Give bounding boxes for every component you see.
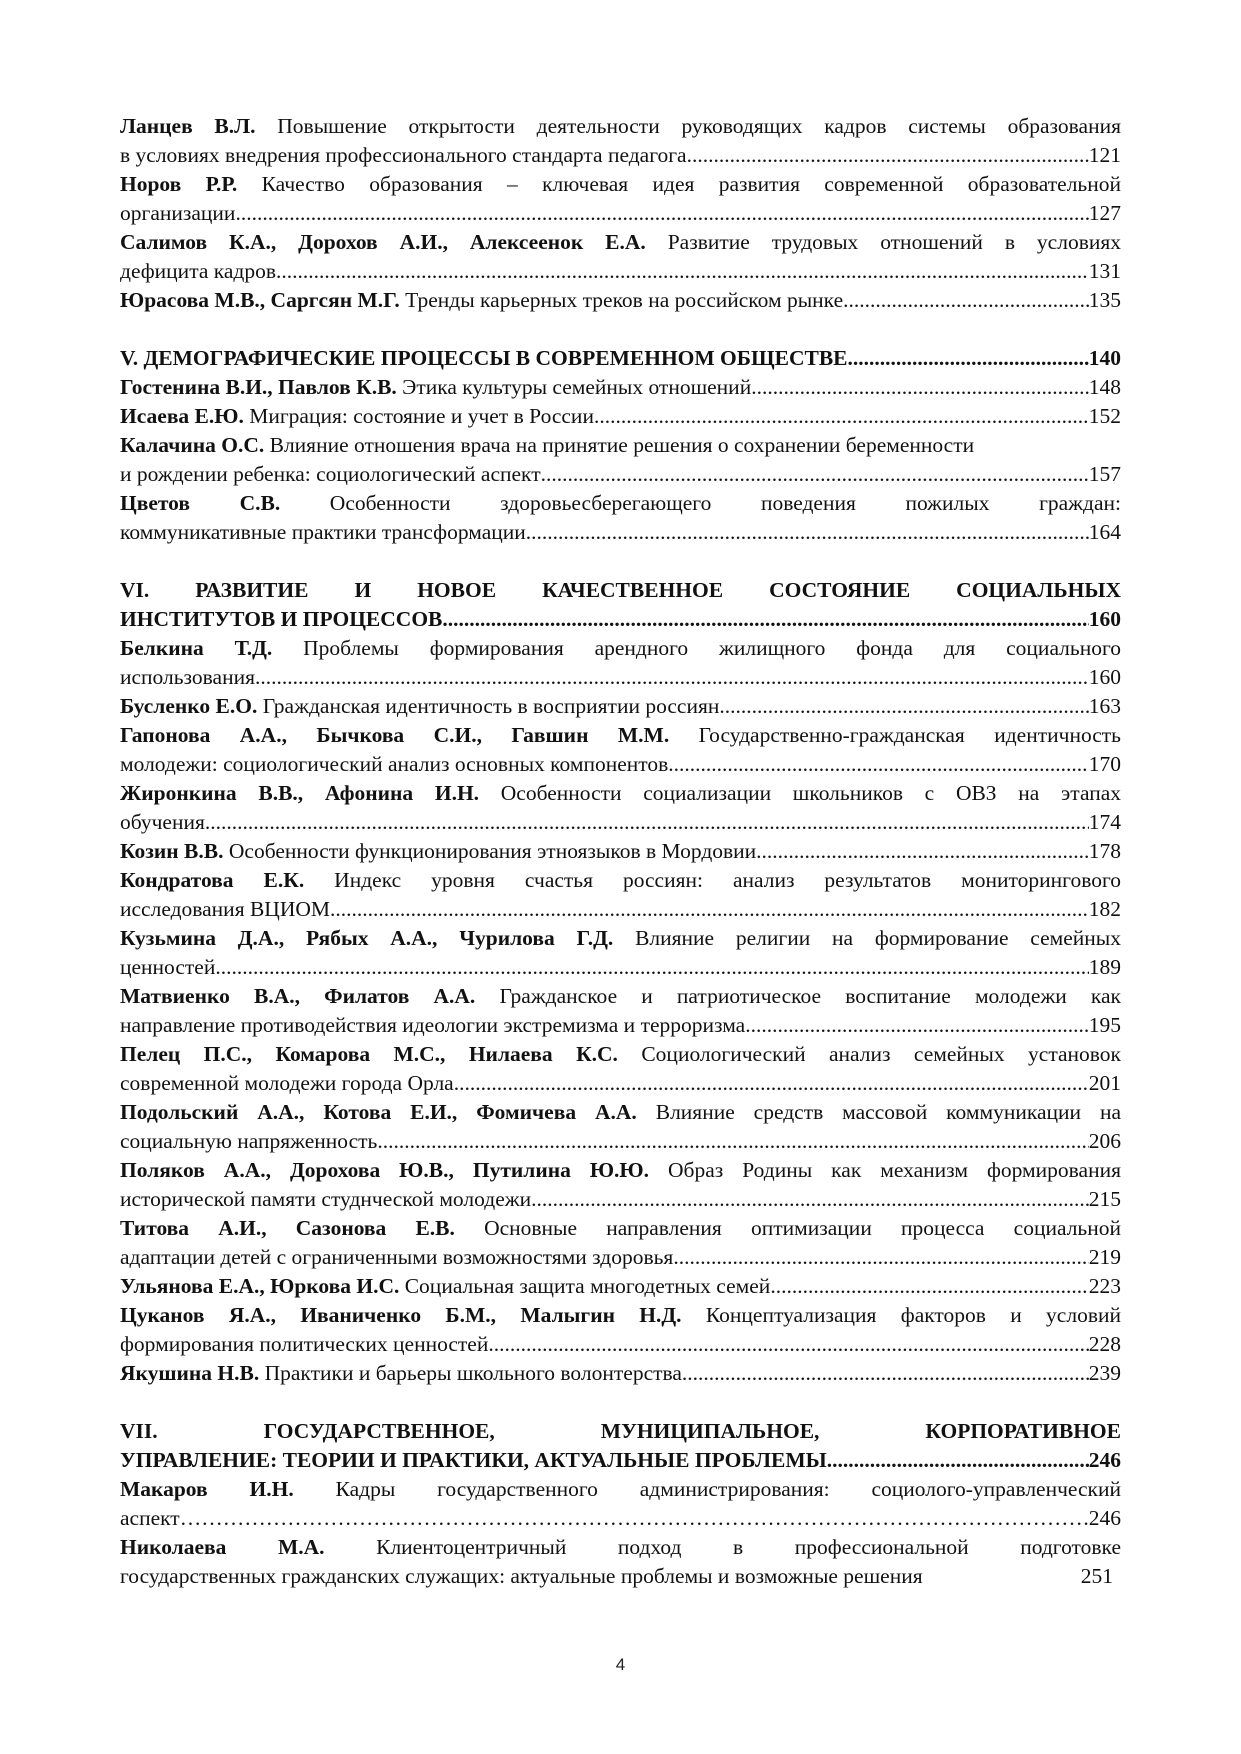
toc-entry-line (120, 431, 1121, 460)
toc-entry-line (120, 808, 1121, 837)
dot-leader (756, 837, 1089, 866)
toc-page-number: 163 (1088, 694, 1121, 718)
toc-entry-line (120, 634, 1121, 663)
toc-entry-line (120, 199, 1121, 228)
toc-entry (120, 1098, 1121, 1156)
section-heading-line (120, 344, 1121, 373)
toc-title: Развитие трудовых отношений в условиях (645, 230, 1121, 254)
toc-title: Тренды карьерных треков на российском рынке (399, 288, 844, 312)
toc-title: Концептуализация факторов и условий (681, 1303, 1121, 1327)
toc-authors: Жиронкина В.В., Афонина И.Н. (120, 781, 480, 805)
toc-title-cont: организации (120, 201, 236, 225)
toc-entry (120, 286, 1121, 315)
toc-entry-line (120, 1475, 1121, 1504)
toc-title: Социологический анализ семейных установок (617, 1042, 1121, 1066)
toc-title-cont: исследования ВЦИОМ (120, 897, 330, 921)
dot-leader (751, 373, 1089, 402)
toc-entry (120, 779, 1121, 837)
toc-page-number: 251 (1080, 1564, 1113, 1588)
toc-page-number: 178 (1088, 839, 1121, 863)
toc-title: Образ Родины как механизм формирования (649, 1158, 1121, 1182)
toc-title: Практики и барьеры школьного волонтерства (259, 1361, 682, 1385)
section-page-number: 140 (1088, 346, 1121, 370)
toc-entry-line (120, 1301, 1121, 1330)
toc-title: Особенности функционирования этноязыков в Мордовии (223, 839, 757, 863)
toc-title: Основные направления оптимизации процесса социальной (454, 1216, 1121, 1240)
toc-entry-line (120, 1040, 1121, 1069)
toc-page-number: 152 (1088, 404, 1121, 428)
toc-page-number: 182 (1088, 897, 1121, 921)
toc-entry-line (120, 112, 1121, 141)
toc-entry-line (120, 460, 1121, 489)
toc-authors: Норов Р.Р. (120, 172, 238, 196)
toc-entry (120, 837, 1121, 866)
toc-entry-line (120, 924, 1121, 953)
toc-page-number: 135 (1088, 288, 1121, 312)
toc-authors: Ланцев В.Л. (120, 114, 256, 138)
toc-authors: Козин В.В. (120, 839, 224, 863)
toc-entry-line (120, 1533, 1121, 1562)
toc-page-number: 215 (1088, 1187, 1121, 1211)
toc-title-cont: и рождении ребенка: социологический аспект (120, 462, 541, 486)
toc-title: Влияние религии на формирование семейных (613, 926, 1121, 950)
dot-leader (687, 141, 1089, 170)
toc-page-number: 170 (1088, 752, 1121, 776)
toc-page-number: 160 (1088, 665, 1121, 689)
toc-title: Миграция: состояние и учет в России (243, 404, 594, 428)
toc-entry-line (120, 1098, 1121, 1127)
section-page-number: 160 (1088, 607, 1121, 631)
toc-entry (120, 1533, 1121, 1591)
toc-title-cont: молодежи: социологический анализ основных компонентов (120, 752, 669, 776)
toc-title-cont: аспект (120, 1506, 180, 1530)
toc-entry-line (120, 1272, 1121, 1301)
section-title: VI. РАЗВИТИЕ И НОВОЕ КАЧЕСТВЕННОЕ СОСТОЯНИЕ СОЦИАЛЬНЫХ (120, 578, 1121, 602)
toc-page-number: 223 (1088, 1274, 1121, 1298)
section-heading (120, 1417, 1121, 1475)
section-title: VII. ГОСУДАРСТВЕННОЕ, МУНИЦИПАЛЬНОЕ, КОРПОРАТИВНОЕ (120, 1419, 1121, 1443)
toc-entry (120, 982, 1121, 1040)
toc-authors: Кондратова Е.К. (120, 868, 305, 892)
section-heading (120, 576, 1121, 634)
toc-title-cont: использования (120, 665, 255, 689)
toc-entry (120, 692, 1121, 721)
dot-leader (276, 257, 1089, 286)
toc-entry (120, 228, 1121, 286)
toc-authors: Подольский А.А., Котова Е.И., Фомичева А.А. (120, 1100, 637, 1124)
dot-leader (682, 1359, 1089, 1388)
toc-entry-line (120, 953, 1121, 982)
toc-entry-line (120, 1214, 1121, 1243)
dot-leader (454, 1069, 1089, 1098)
toc-entry-line (120, 837, 1121, 866)
toc-entry-line (120, 286, 1121, 315)
toc-title-cont: современной молодежи города Орла (120, 1071, 454, 1095)
toc-authors: Цуканов Я.А., Иваниченко Б.М., Малыгин Н.Д. (120, 1303, 682, 1327)
toc-title: Индекс уровня счастья россиян: анализ результатов мониторингового (304, 868, 1121, 892)
toc-title: Клиентоцентричный подход в профессиональной подготовке (324, 1535, 1122, 1559)
toc-title: Влияние средств массовой коммуникации на (636, 1100, 1121, 1124)
dot-leader (330, 895, 1089, 924)
dot-leader (668, 750, 1088, 779)
toc-authors: Титова А.И., Сазонова Е.В. (120, 1216, 455, 1240)
dot-leader (531, 1185, 1089, 1214)
toc-title: Повышение открытости деятельности руководящих кадров системы образования (255, 114, 1121, 138)
toc-entry-line (120, 1127, 1121, 1156)
toc-entry-line (120, 518, 1121, 547)
toc-authors: Николаева М.А. (120, 1535, 325, 1559)
table-of-contents (120, 112, 1121, 1591)
toc-entry (120, 170, 1121, 228)
toc-page-number: 121 (1088, 143, 1121, 167)
toc-title: Гражданское и патриотическое воспитание молодежи как (475, 984, 1121, 1008)
toc-title: Влияние отношения врача на принятие решения о сохранении беременности (264, 433, 975, 457)
toc-entry-line (120, 257, 1121, 286)
toc-entry-line (120, 692, 1121, 721)
toc-page-number: 201 (1088, 1071, 1121, 1095)
dot-leader (442, 605, 1088, 634)
toc-entry (120, 1475, 1121, 1533)
toc-title: Проблемы формирования арендного жилищного фонда для социального (272, 636, 1121, 660)
toc-title: Гражданская идентичность в восприятии россиян (257, 694, 720, 718)
toc-page-number: 228 (1088, 1332, 1121, 1356)
toc-page-number: 148 (1088, 375, 1121, 399)
toc-authors: Пелец П.С., Комарова М.С., Нилаева К.С. (120, 1042, 618, 1066)
toc-entry-line (120, 1330, 1121, 1359)
toc-entry (120, 1272, 1121, 1301)
toc-authors: Юрасова М.В., Саргсян М.Г. (120, 288, 400, 312)
section-heading-line (120, 1446, 1121, 1475)
toc-entry (120, 1040, 1121, 1098)
dot-leader (377, 1127, 1088, 1156)
toc-title-cont: социальную напряженность (120, 1129, 378, 1153)
dot-leader (827, 1446, 1089, 1475)
toc-authors: Кузьмина Д.А., Рябых А.А., Чурилова Г.Д. (120, 926, 614, 950)
toc-entry-line (120, 228, 1121, 257)
toc-entry-line (120, 489, 1121, 518)
toc-entry-line (120, 750, 1121, 779)
toc-entry (120, 431, 1121, 489)
toc-entry (120, 924, 1121, 982)
section-heading-line (120, 605, 1121, 634)
toc-authors: Калачина О.С. (120, 433, 265, 457)
toc-page-number: 219 (1088, 1245, 1121, 1269)
toc-page-number: 131 (1088, 259, 1121, 283)
section-title: V. ДЕМОГРАФИЧЕСКИЕ ПРОЦЕССЫ В СОВРЕМЕННОМ ОБЩЕСТВЕ (120, 346, 848, 370)
toc-authors: Ульянова Е.А., Юркова И.С. (120, 1274, 400, 1298)
toc-entry-line (120, 721, 1121, 750)
toc-title-cont: направление противодействия идеологии экстремизма и терроризма (120, 1013, 746, 1037)
toc-authors: Исаева Е.Ю. (120, 404, 244, 428)
toc-entry (120, 489, 1121, 547)
toc-entry (120, 112, 1121, 170)
toc-authors: Бусленко Е.О. (120, 694, 258, 718)
toc-title-cont: исторической памяти студнческой молодежи (120, 1187, 532, 1211)
toc-authors: Салимов К.А., Дорохов А.И., Алексеенок Е.А. (120, 230, 646, 254)
toc-entry (120, 1359, 1121, 1388)
toc-page-number: 164 (1088, 520, 1121, 544)
dot-leader (180, 1504, 1084, 1533)
toc-authors: Матвиенко В.А., Филатов А.А. (120, 984, 476, 1008)
toc-entry-line (120, 1011, 1121, 1040)
toc-title: Этика культуры семейных отношений (396, 375, 752, 399)
toc-entry-line (120, 1359, 1121, 1388)
toc-title-cont: адаптации детей с ограниченными возможностями здоровья (120, 1245, 674, 1269)
dot-leader (848, 344, 1089, 373)
dot-leader (205, 808, 1089, 837)
section-page-number: 246 (1088, 1448, 1121, 1472)
toc-entry (120, 866, 1121, 924)
toc-title-cont: формирования политических ценностей (120, 1332, 489, 1356)
toc-page-number: 239 (1088, 1361, 1121, 1385)
toc-page-number: 189 (1088, 955, 1121, 979)
dot-leader (255, 663, 1089, 692)
toc-entry (120, 1214, 1121, 1272)
toc-entry-line (120, 1243, 1121, 1272)
toc-page-number: 195 (1088, 1013, 1121, 1037)
toc-title: Качество образования – ключевая идея развития современной образовательной (237, 172, 1121, 196)
dot-leader (526, 518, 1089, 547)
toc-entry-line (120, 1156, 1121, 1185)
toc-entry-line (120, 141, 1121, 170)
toc-entry-line (120, 895, 1121, 924)
toc-authors: Поляков А.А., Дорохова Ю.В., Путилина Ю.Ю. (120, 1158, 650, 1182)
toc-title: Социальная защита многодетных семей (399, 1274, 771, 1298)
dot-leader (719, 692, 1088, 721)
toc-page-number: 206 (1088, 1129, 1121, 1153)
toc-entry-line (120, 982, 1121, 1011)
toc-title: Особенности здоровьесберегающего поведения пожилых граждан: (280, 491, 1121, 515)
dot-leader (215, 953, 1088, 982)
toc-title: Особенности социализации школьников с ОВЗ на этапах (479, 781, 1122, 805)
section-heading (120, 344, 1121, 373)
toc-authors: Якушина Н.В. (120, 1361, 260, 1385)
toc-entry (120, 721, 1121, 779)
toc-page-number: .246 (1083, 1506, 1121, 1530)
toc-title-cont: дефицита кадров (120, 259, 277, 283)
toc-entry-line (120, 779, 1121, 808)
toc-title-cont: ценностей (120, 955, 216, 979)
dot-leader (541, 460, 1089, 489)
section-heading-line (120, 1417, 1121, 1446)
toc-entry (120, 1301, 1121, 1359)
toc-title: Государственно-гражданская идентичность (669, 723, 1121, 747)
section-heading-line (120, 576, 1121, 605)
dot-leader (488, 1330, 1088, 1359)
dot-leader (673, 1243, 1088, 1272)
toc-authors: Макаров И.Н. (120, 1477, 294, 1501)
section-title-cont: УПРАВЛЕНИЕ: ТЕОРИИ И ПРАКТИКИ, АКТУАЛЬНЫЕ ПРОБЛЕМЫ (120, 1448, 827, 1472)
toc-entry-line (120, 866, 1121, 895)
toc-authors: Белкина Т.Д. (120, 636, 273, 660)
toc-page-number: 174 (1088, 810, 1121, 834)
toc-title-cont: государственных гражданских служащих: актуальные проблемы и возможные решения (120, 1564, 923, 1588)
toc-entry (120, 634, 1121, 692)
toc-entry-line (120, 170, 1121, 199)
toc-entry-line (120, 663, 1121, 692)
toc-title-cont: обучения (120, 810, 205, 834)
toc-authors: Цветов С.В. (120, 491, 281, 515)
toc-entry (120, 402, 1121, 431)
toc-title: Кадры государственного администрирования: социолого-управленческий (293, 1477, 1121, 1501)
toc-entry-line (120, 1504, 1121, 1533)
page-number: 4 (615, 1655, 626, 1674)
section-title-cont: ИНСТИТУТОВ И ПРОЦЕССОВ (120, 607, 443, 631)
dot-leader (745, 1011, 1089, 1040)
toc-entry (120, 373, 1121, 402)
dot-leader (594, 402, 1089, 431)
toc-entry-line (120, 1562, 1121, 1591)
toc-entry-line (120, 1185, 1121, 1214)
toc-entry-line (120, 373, 1121, 402)
toc-title-cont: в условиях внедрения профессионального стандарта педагога (120, 143, 687, 167)
dot-leader (235, 199, 1088, 228)
toc-entry (120, 1156, 1121, 1214)
toc-title-cont: коммуникативные практики трансформации (120, 520, 526, 544)
toc-authors: Гапонова А.А., Бычкова С.И., Гавшин М.М. (120, 723, 670, 747)
toc-entry-line (120, 1069, 1121, 1098)
toc-entry-line (120, 402, 1121, 431)
toc-authors: Гостенина В.И., Павлов К.В. (120, 375, 397, 399)
dot-leader (770, 1272, 1088, 1301)
dot-leader (843, 286, 1089, 315)
toc-page-number: 157 (1088, 462, 1121, 486)
toc-page-number: 127 (1088, 201, 1121, 225)
